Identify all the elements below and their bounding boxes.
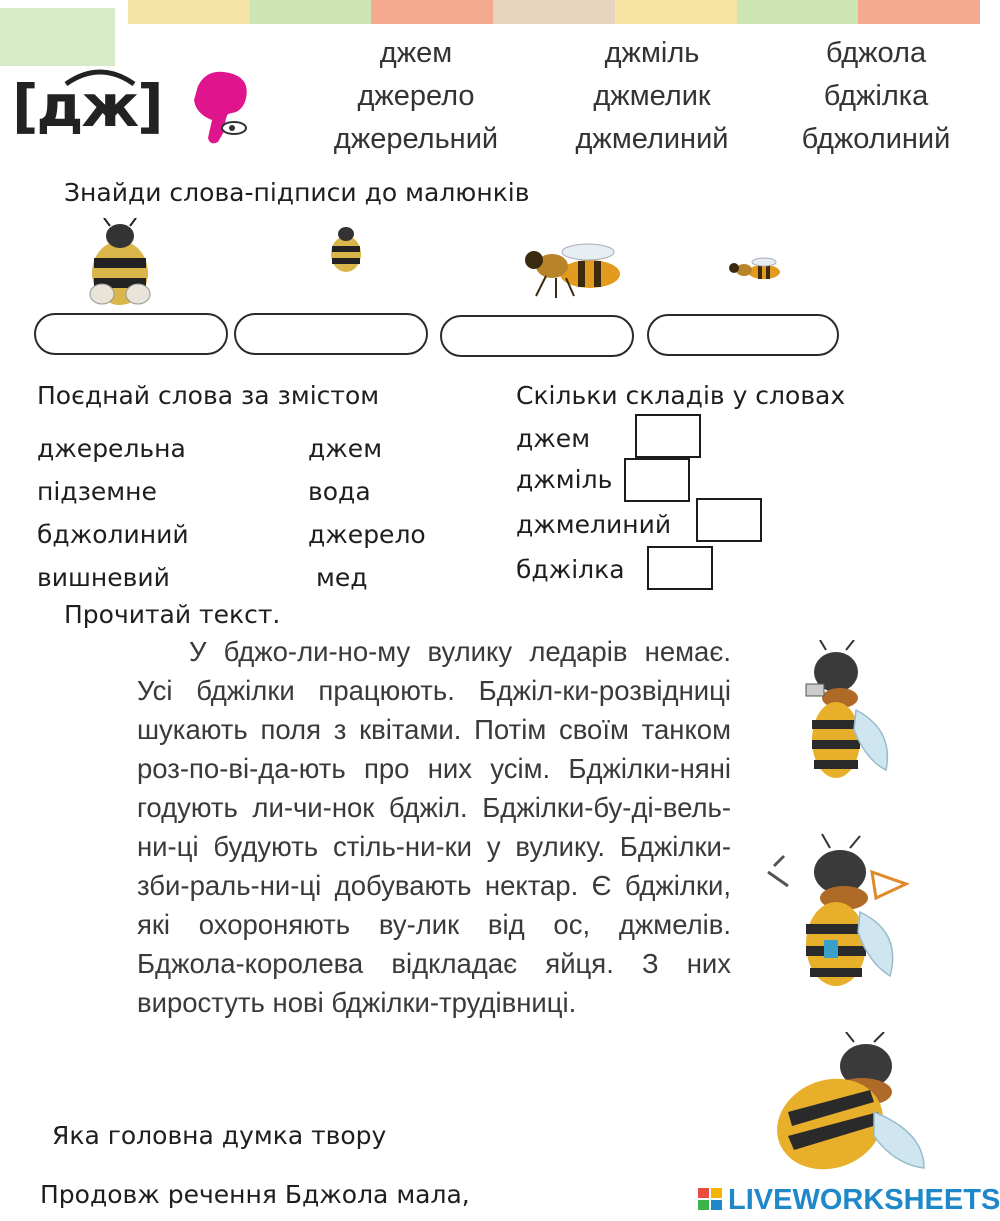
syllable-word: джмелиний xyxy=(516,510,672,539)
match-right-item[interactable]: вода xyxy=(308,477,371,506)
liveworksheets-logo-icon xyxy=(698,1188,724,1212)
reading-title: Прочитай текст. xyxy=(64,600,281,629)
word-column-1 xyxy=(316,32,516,161)
task2-left-list xyxy=(37,427,189,599)
story-paragraph: У бджо-ли-но-му вулику ледарів немає. Усі бджілки працюють. Бджіл-ки-розвідниці шукають поля з квітами. Потім своїм танком роз-по-ві-да-ють про них усім. Бджілки-няні годують ли-чи-нок бджіл. Бджілки-бу-ді-вель-ни-ці будують стіль-ни-ки у вулику. Бджілки-зби-раль-ни-ці добувають нектар. Є бджілки, які охороняють ву-лик від ос, джмелів. Бджола-королева відкладає яйця. З них виростуть нові бджілки-трудівниці. xyxy=(137,636,731,1018)
syllable-count-input[interactable] xyxy=(696,498,762,542)
syllable-count-input[interactable] xyxy=(647,546,713,590)
cartoon-bee-queen-icon xyxy=(774,1032,934,1172)
task1-title: Знайди слова-підписи до малюнків xyxy=(64,178,530,207)
caption-field-3[interactable] xyxy=(440,315,634,357)
syllable-count-input[interactable] xyxy=(624,458,690,502)
sound-label: [дж] xyxy=(12,72,162,140)
syllable-word: джміль xyxy=(516,465,613,494)
bee-large-icon xyxy=(516,234,626,304)
question-main-idea: Яка головна думка твору xyxy=(52,1121,387,1150)
story-text xyxy=(137,632,731,1022)
match-left-item[interactable]: підземне xyxy=(37,477,157,506)
match-left-item[interactable]: джерельна xyxy=(37,434,186,463)
word-column-2 xyxy=(552,32,752,161)
task2-right-list xyxy=(308,427,426,599)
cartoon-bee-builder-icon xyxy=(764,832,914,992)
word-columns xyxy=(0,0,1000,170)
word: бджола xyxy=(825,37,927,69)
word: джмелик xyxy=(593,80,711,112)
word: джміль xyxy=(604,37,700,69)
word: джерельний xyxy=(333,123,499,155)
caption-field-1[interactable] xyxy=(34,313,228,355)
match-right-item[interactable]: мед xyxy=(316,563,368,592)
liveworksheets-brand[interactable]: LIVEWORKSHEETS xyxy=(728,1184,1000,1216)
match-left-item[interactable]: бджолиний xyxy=(37,520,189,549)
task3-title: Скільки складів у словах xyxy=(516,381,846,410)
match-right-item[interactable]: джерело xyxy=(308,520,426,549)
syllable-count-input[interactable] xyxy=(635,414,701,458)
bumblebee-large-icon xyxy=(80,218,160,308)
syllable-word: джем xyxy=(516,424,591,453)
word-column-3 xyxy=(776,32,976,161)
match-right-item[interactable]: джем xyxy=(308,434,383,463)
cartoon-bee-scout-icon xyxy=(796,640,896,790)
word: бджілка xyxy=(823,80,929,112)
word: джмелиний xyxy=(575,123,729,155)
word: джем xyxy=(379,37,453,69)
caption-field-4[interactable] xyxy=(647,314,839,356)
bumblebee-small-icon xyxy=(326,222,366,276)
word: бджолиний xyxy=(801,123,951,155)
word: джерело xyxy=(357,80,475,112)
match-left-item[interactable]: вишневий xyxy=(37,563,170,592)
question-continue-sentence: Продовж речення Бджола мала, xyxy=(40,1180,470,1209)
bee-small-icon xyxy=(724,256,784,286)
syllable-word: бджілка xyxy=(516,555,625,584)
task2-title: Поєднай слова за змістом xyxy=(37,381,380,410)
caption-field-2[interactable] xyxy=(234,313,428,355)
